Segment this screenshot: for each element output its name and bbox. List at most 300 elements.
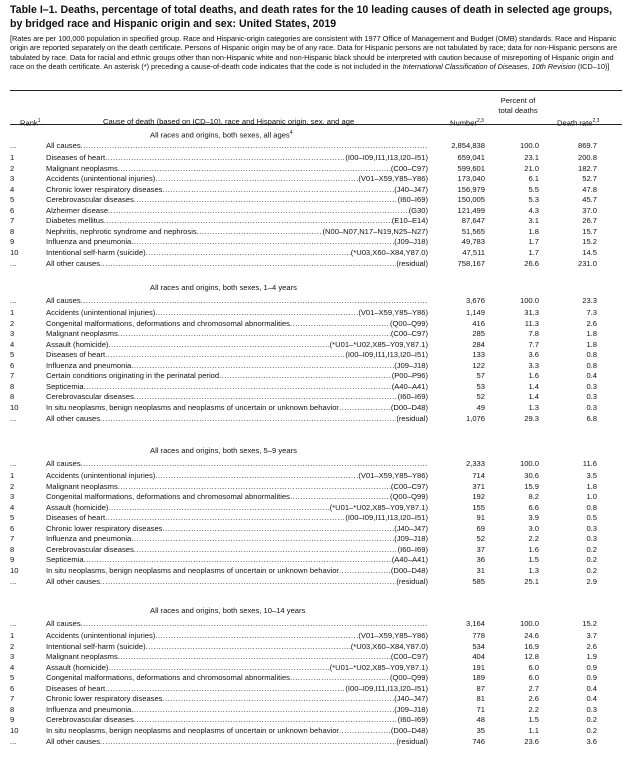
number-cell: 416 bbox=[472, 318, 485, 328]
cause-name: Intentional self-harm (suicide) bbox=[46, 248, 146, 257]
header-bottom-rule bbox=[10, 124, 622, 125]
icd-code: (J40–J47) bbox=[394, 523, 428, 533]
rank-cell: 7 bbox=[10, 371, 15, 381]
cause-cell bbox=[46, 534, 428, 545]
death-rate-cell: 869.7 bbox=[577, 141, 597, 150]
dot-leader bbox=[134, 715, 398, 726]
icd-code: (C00–C97) bbox=[390, 329, 428, 339]
rank-cell: 7 bbox=[10, 694, 15, 704]
percent-cell: 4.3 bbox=[528, 205, 539, 215]
number-cell: 47,511 bbox=[462, 248, 485, 257]
cause-name: Congenital malformations, deformations and chromosomal abnormalities bbox=[46, 318, 290, 328]
table-row bbox=[0, 663, 629, 674]
table-row bbox=[0, 482, 629, 493]
icd-code: (residual) bbox=[396, 576, 428, 586]
death-rate-cell: 14.5 bbox=[582, 248, 597, 257]
rate-label: Death rate bbox=[557, 118, 593, 128]
cause-name: All causes bbox=[46, 619, 81, 628]
cause-name: Alzheimer disease bbox=[46, 205, 109, 215]
rank-cell: 4 bbox=[10, 339, 15, 349]
number-cell: 48 bbox=[476, 715, 485, 725]
rank-cell: 3 bbox=[10, 174, 15, 184]
cause-name: Malignant neoplasms bbox=[46, 652, 118, 662]
icd-code: (D00–D48) bbox=[390, 726, 428, 735]
rank-cell: 9 bbox=[10, 715, 15, 725]
icd-code: (I00–I09,I11,I13,I20–I51) bbox=[345, 153, 428, 163]
cause-name: Diabetes mellitus bbox=[46, 216, 104, 226]
number-cell: 599,601 bbox=[457, 163, 485, 173]
headnote-text: [Rates are per 100,000 population in specified group. Race and Hispanic-origin categories are consistent with 1977 Office of Management and Budget (OMB) standards. Race and Hispanic origin are reported separately on the death certificate. Persons of Hispanic origin may be of any race. Data for Hispanic persons are not tabulated by race; data for non-Hispanic persons are tabulated by race. Data for racial and ethnic groups other than non-Hispanic white and non-Hispanic black should be interpreted with caution because of misreporting of Hispanic origin and race on the death certificate. An asterisk (*) preceding a cause-of-death code indicates that the code is not included in the bbox=[10, 34, 618, 72]
percent-cell: 1.4 bbox=[528, 381, 539, 391]
percent-cell: 1.3 bbox=[528, 403, 539, 412]
death-rate-cell: 3.5 bbox=[586, 471, 597, 481]
dot-leader bbox=[219, 371, 392, 382]
percent-cell: 2.2 bbox=[528, 534, 539, 544]
dot-leader bbox=[134, 545, 398, 556]
dot-leader bbox=[197, 227, 323, 238]
rank-cell: ... bbox=[10, 459, 17, 468]
cause-cell bbox=[46, 566, 428, 577]
death-rate-cell: 0.8 bbox=[586, 350, 597, 360]
cause-name: Assault (homicide) bbox=[46, 662, 109, 672]
group-title-text: All races and origins, both sexes, all ages bbox=[150, 130, 290, 140]
cause-cell bbox=[46, 482, 428, 493]
percent-cell: 8.2 bbox=[528, 492, 539, 502]
cause-cell bbox=[46, 296, 428, 307]
cause-cell bbox=[46, 619, 428, 630]
table-row-total bbox=[0, 296, 629, 307]
icd-code: (C00–C97) bbox=[390, 652, 428, 662]
percent-cell: 29.3 bbox=[524, 413, 539, 423]
group-title bbox=[150, 283, 297, 293]
cause-cell bbox=[46, 227, 428, 238]
cause-name: Cerebrovascular diseases bbox=[46, 715, 134, 725]
icd-code: (residual) bbox=[396, 258, 428, 268]
icd-code: (I60–I69) bbox=[397, 715, 428, 725]
cause-name: Accidents (unintentional injuries) bbox=[46, 471, 156, 481]
cause-cell bbox=[46, 216, 428, 227]
table-row bbox=[0, 545, 629, 556]
dot-leader bbox=[146, 642, 351, 653]
table-row bbox=[0, 153, 629, 164]
cause-name: Accidents (unintentional injuries) bbox=[46, 308, 156, 318]
icd-code: (residual) bbox=[396, 413, 428, 423]
group-title-text: All races and origins, both sexes, 1–4 years bbox=[150, 283, 297, 292]
death-rate-cell: 52.7 bbox=[582, 174, 597, 184]
rank-cell: 8 bbox=[10, 381, 15, 391]
column-header-number bbox=[450, 117, 484, 128]
dot-leader bbox=[131, 705, 394, 716]
percent-cell: 23.6 bbox=[524, 736, 539, 746]
dot-leader bbox=[162, 185, 394, 196]
icd-code: (J09–J18) bbox=[394, 534, 428, 544]
death-rate-cell: 0.2 bbox=[586, 715, 597, 725]
rank-cell: 4 bbox=[10, 502, 15, 512]
dot-leader bbox=[81, 141, 428, 152]
number-cell: 150,005 bbox=[457, 195, 485, 205]
table-row bbox=[0, 350, 629, 361]
cause-cell bbox=[46, 392, 428, 403]
death-rate-cell: 1.0 bbox=[586, 492, 597, 502]
table-headnote bbox=[10, 34, 620, 72]
cause-name: Accidents (unintentional injuries) bbox=[46, 631, 156, 641]
rank-cell: ... bbox=[10, 413, 17, 423]
number-cell: 36 bbox=[476, 555, 485, 565]
percent-cell: 1.7 bbox=[528, 237, 539, 247]
number-cell: 1,149 bbox=[465, 308, 485, 318]
cause-name: Malignant neoplasms bbox=[46, 329, 118, 339]
icd-code: (Q00–Q99) bbox=[390, 673, 428, 683]
cause-name: All causes bbox=[46, 296, 81, 305]
number-cell: 87 bbox=[476, 683, 485, 693]
percent-cell: 12.8 bbox=[524, 652, 539, 662]
percent-cell: 3.1 bbox=[528, 216, 539, 226]
table-row bbox=[0, 237, 629, 248]
dot-leader bbox=[134, 392, 398, 403]
rate-footnote-ref: 2,3 bbox=[592, 118, 600, 124]
dot-leader bbox=[146, 248, 351, 259]
cause-name: All causes bbox=[46, 459, 81, 468]
cause-name: All causes bbox=[46, 141, 81, 150]
cause-name: Cerebrovascular diseases bbox=[46, 195, 134, 205]
death-rate-cell: 0.2 bbox=[586, 566, 597, 575]
number-cell: 2,854,838 bbox=[451, 141, 485, 150]
death-rate-cell: 23.3 bbox=[582, 296, 597, 305]
dot-leader bbox=[81, 296, 428, 307]
number-cell: 49 bbox=[476, 403, 485, 412]
percent-cell: 25.1 bbox=[524, 576, 539, 586]
percent-cell: 7.7 bbox=[528, 339, 539, 349]
table-title: Table I–1. Deaths, percentage of total deaths, and death rates for the 10 leading causes of death in selected age groups, by bridged race and Hispanic origin and sex: United States, 2019 bbox=[10, 4, 613, 30]
icd-code: (J09–J18) bbox=[394, 360, 428, 370]
percent-cell: 31.3 bbox=[524, 308, 539, 318]
rank-cell: 3 bbox=[10, 492, 15, 502]
table-row bbox=[0, 694, 629, 705]
cause-name: Assault (homicide) bbox=[46, 339, 109, 349]
dot-leader bbox=[108, 503, 329, 514]
column-header-rank bbox=[20, 117, 41, 128]
column-header-cause: Cause of death (based on ICD–10), race and Hispanic origin, sex, and age bbox=[103, 117, 355, 126]
icd-code: (*U03,X60–X84,Y87.0) bbox=[350, 248, 428, 257]
icd-code: (V01–X59,Y85–Y86) bbox=[358, 471, 428, 481]
percent-cell: 1.8 bbox=[528, 226, 539, 236]
icd-code: (Q00–Q99) bbox=[390, 318, 428, 328]
number-cell: 156,979 bbox=[457, 184, 485, 194]
dot-leader bbox=[105, 153, 345, 164]
rank-cell: 1 bbox=[10, 308, 15, 318]
cause-name: Cerebrovascular diseases bbox=[46, 392, 134, 402]
dot-leader bbox=[118, 482, 391, 493]
column-header-percent bbox=[488, 96, 548, 115]
cause-cell bbox=[46, 492, 428, 503]
percent-cell: 1.6 bbox=[528, 544, 539, 554]
dot-leader bbox=[84, 555, 392, 566]
dot-leader bbox=[84, 382, 392, 393]
cause-cell bbox=[46, 174, 428, 185]
cause-cell bbox=[46, 371, 428, 382]
cause-cell bbox=[46, 340, 428, 351]
death-rate-cell: 45.7 bbox=[582, 195, 597, 205]
table-row bbox=[0, 642, 629, 653]
cause-cell bbox=[46, 195, 428, 206]
death-rate-cell: 2.6 bbox=[586, 641, 597, 651]
icd-code: (V01–X59,Y85–Y86) bbox=[358, 631, 428, 641]
table-row bbox=[0, 534, 629, 545]
death-rate-cell: 182.7 bbox=[577, 163, 597, 173]
cause-name: Influenza and pneumonia bbox=[46, 360, 132, 370]
dot-leader bbox=[105, 513, 345, 524]
rank-cell: 5 bbox=[10, 513, 15, 523]
rank-cell: 9 bbox=[10, 237, 15, 247]
icd-code: (J40–J47) bbox=[394, 694, 428, 704]
death-rate-cell: 0.2 bbox=[586, 726, 597, 735]
icd-code: (N00–N07,N17–N19,N25–N27) bbox=[322, 226, 428, 236]
rank-cell: 2 bbox=[10, 641, 15, 651]
percent-cell: 16.9 bbox=[524, 641, 539, 651]
cause-cell bbox=[46, 652, 428, 663]
death-rate-cell: 0.4 bbox=[586, 371, 597, 381]
death-rate-cell: 1.8 bbox=[586, 481, 597, 491]
cause-cell bbox=[46, 403, 428, 414]
icd-code: (I00–I09,I11,I13,I20–I51) bbox=[345, 513, 428, 523]
cause-name: All other causes bbox=[46, 736, 101, 746]
table-row bbox=[0, 555, 629, 566]
death-rate-cell: 0.2 bbox=[586, 555, 597, 565]
number-cell: 659,041 bbox=[457, 153, 485, 163]
number-cell: 173,040 bbox=[457, 174, 485, 184]
table-row bbox=[0, 684, 629, 695]
percent-cell: 11.3 bbox=[524, 318, 539, 328]
table-row bbox=[0, 308, 629, 319]
table-row-total bbox=[0, 619, 629, 630]
number-cell: 122 bbox=[472, 360, 485, 370]
number-cell: 87,647 bbox=[461, 216, 485, 226]
percent-cell: 1.3 bbox=[528, 566, 539, 575]
death-rate-cell: 0.9 bbox=[586, 662, 597, 672]
death-rate-cell: 0.4 bbox=[586, 694, 597, 704]
table-row bbox=[0, 174, 629, 185]
table-row bbox=[0, 371, 629, 382]
table-row bbox=[0, 195, 629, 206]
cause-cell bbox=[46, 153, 428, 164]
percent-cell: 6.1 bbox=[528, 174, 539, 184]
rank-cell: ... bbox=[10, 736, 17, 746]
rank-cell: 10 bbox=[10, 248, 19, 257]
death-rate-cell: 1.9 bbox=[586, 652, 597, 662]
icd-code: (P00–P96) bbox=[391, 371, 428, 381]
table-row bbox=[0, 503, 629, 514]
rank-cell: 10 bbox=[10, 726, 19, 735]
table-row bbox=[0, 403, 629, 414]
icd-code: (I00–I09,I11,I13,I20–I51) bbox=[345, 350, 428, 360]
icd-code: (*U01–*U02,X85–Y09,Y87.1) bbox=[329, 502, 428, 512]
percent-cell: 100.0 bbox=[519, 619, 539, 628]
rank-cell: 1 bbox=[10, 153, 15, 163]
number-cell: 57 bbox=[476, 371, 485, 381]
cause-cell bbox=[46, 237, 428, 248]
cause-cell bbox=[46, 663, 428, 674]
cause-name: Accidents (unintentional injuries) bbox=[46, 174, 156, 184]
cause-cell bbox=[46, 414, 428, 425]
number-cell: 714 bbox=[472, 471, 485, 481]
cause-name: Intentional self-harm (suicide) bbox=[46, 641, 146, 651]
icd-code: (C00–C97) bbox=[390, 163, 428, 173]
number-cell: 585 bbox=[472, 576, 485, 586]
percent-cell: 1.7 bbox=[528, 248, 539, 257]
icd-code: (Q00–Q99) bbox=[390, 492, 428, 502]
percent-cell: 6.0 bbox=[528, 673, 539, 683]
table-row bbox=[0, 259, 629, 270]
number-label: Number bbox=[450, 118, 478, 128]
death-rate-cell: 11.6 bbox=[582, 459, 597, 468]
dot-leader bbox=[339, 726, 391, 737]
rank-cell: 2 bbox=[10, 163, 15, 173]
table-row bbox=[0, 673, 629, 684]
cause-name: Malignant neoplasms bbox=[46, 481, 118, 491]
percent-cell: 26.6 bbox=[524, 258, 539, 268]
cause-name: In situ neoplasms, benign neoplasms and neoplasms of uncertain or unknown behavior bbox=[46, 403, 339, 412]
cause-name: Diseases of heart bbox=[46, 153, 106, 163]
number-cell: 133 bbox=[472, 350, 485, 360]
cause-cell bbox=[46, 715, 428, 726]
cause-name: Malignant neoplasms bbox=[46, 163, 118, 173]
icd-code: (residual) bbox=[396, 736, 428, 746]
number-cell: 121,499 bbox=[457, 205, 485, 215]
rank-cell: 6 bbox=[10, 523, 15, 533]
icd-code: (I60–I69) bbox=[397, 392, 428, 402]
death-rate-cell: 7.3 bbox=[586, 308, 597, 318]
table-row bbox=[0, 414, 629, 425]
dot-leader bbox=[290, 492, 390, 503]
table-row bbox=[0, 248, 629, 259]
table-row bbox=[0, 631, 629, 642]
cause-cell bbox=[46, 524, 428, 535]
death-rate-cell: 37.0 bbox=[582, 205, 597, 215]
table-row bbox=[0, 471, 629, 482]
icd-code: (I60–I69) bbox=[397, 544, 428, 554]
cause-name: All other causes bbox=[46, 576, 101, 586]
dot-leader bbox=[339, 566, 391, 577]
rank-cell: 3 bbox=[10, 329, 15, 339]
number-cell: 49,783 bbox=[461, 237, 485, 247]
table-row-total bbox=[0, 141, 629, 152]
dot-leader bbox=[108, 340, 329, 351]
icd-code: (G30) bbox=[408, 205, 428, 215]
number-footnote-ref: 2,3 bbox=[477, 118, 484, 124]
rank-cell: 2 bbox=[10, 318, 15, 328]
rank-cell: 9 bbox=[10, 555, 15, 565]
percent-cell: 1.4 bbox=[528, 392, 539, 402]
table-row bbox=[0, 652, 629, 663]
death-rate-cell: 47.8 bbox=[582, 184, 597, 194]
group-title-text: All races and origins, both sexes, 5–9 years bbox=[150, 446, 297, 455]
rank-cell: ... bbox=[10, 258, 17, 268]
icd-code: (J09–J18) bbox=[394, 237, 428, 247]
rank-cell: 4 bbox=[10, 184, 15, 194]
dot-leader bbox=[100, 577, 396, 588]
cause-name: Diseases of heart bbox=[46, 683, 106, 693]
dot-leader bbox=[134, 195, 398, 206]
cause-name: Certain conditions originating in the perinatal period bbox=[46, 371, 220, 381]
cause-cell bbox=[46, 577, 428, 588]
death-rate-cell: 15.2 bbox=[582, 237, 597, 247]
cause-name: Congenital malformations, deformations and chromosomal abnormalities bbox=[46, 492, 290, 502]
cause-cell bbox=[46, 673, 428, 684]
rank-cell: 6 bbox=[10, 683, 15, 693]
cause-cell bbox=[46, 726, 428, 737]
death-rate-cell: 0.3 bbox=[586, 381, 597, 391]
dot-leader bbox=[155, 631, 358, 642]
dot-leader bbox=[131, 237, 394, 248]
death-rate-cell: 0.8 bbox=[586, 360, 597, 370]
rank-cell: 4 bbox=[10, 662, 15, 672]
death-rate-cell: 0.5 bbox=[586, 513, 597, 523]
icd-code: (A40–A41) bbox=[391, 555, 428, 565]
table-row-total bbox=[0, 459, 629, 470]
table-row bbox=[0, 566, 629, 577]
cause-cell bbox=[46, 459, 428, 470]
cause-cell bbox=[46, 471, 428, 482]
percent-cell: 6.6 bbox=[528, 502, 539, 512]
number-cell: 778 bbox=[472, 631, 485, 641]
rank-cell: 8 bbox=[10, 544, 15, 554]
rank-footnote-ref: 1 bbox=[37, 118, 41, 124]
rank-cell: 8 bbox=[10, 392, 15, 402]
number-cell: 1,076 bbox=[465, 413, 485, 423]
number-cell: 91 bbox=[476, 513, 485, 523]
percent-cell: 3.3 bbox=[528, 360, 539, 370]
percent-cell: 100.0 bbox=[519, 459, 539, 468]
table-row bbox=[0, 715, 629, 726]
cause-cell bbox=[46, 694, 428, 705]
number-cell: 71 bbox=[476, 704, 485, 714]
table-row bbox=[0, 227, 629, 238]
percent-cell: 30.6 bbox=[524, 471, 539, 481]
table-row bbox=[0, 705, 629, 716]
death-rate-cell: 15.7 bbox=[582, 226, 597, 236]
percent-cell: 2.6 bbox=[528, 694, 539, 704]
dot-leader bbox=[155, 174, 358, 185]
dot-leader bbox=[162, 694, 394, 705]
cause-cell bbox=[46, 642, 428, 653]
death-rate-cell: 2.9 bbox=[586, 576, 597, 586]
number-cell: 81 bbox=[476, 694, 485, 704]
rank-cell: 3 bbox=[10, 652, 15, 662]
headnote-end: (ICD–10)] bbox=[575, 62, 610, 72]
percent-cell: 5.3 bbox=[528, 195, 539, 205]
dot-leader bbox=[131, 534, 394, 545]
number-cell: 534 bbox=[472, 641, 485, 651]
dot-leader bbox=[105, 684, 345, 695]
rank-cell: 1 bbox=[10, 471, 15, 481]
icd-code: (V01–X59,Y85–Y86) bbox=[358, 174, 428, 184]
header-top-rule bbox=[10, 90, 622, 91]
rank-cell: 5 bbox=[10, 195, 15, 205]
cause-cell bbox=[46, 503, 428, 514]
number-cell: 35 bbox=[476, 726, 485, 735]
death-rate-cell: 231.0 bbox=[577, 258, 597, 268]
death-rate-cell: 0.8 bbox=[586, 502, 597, 512]
table-row bbox=[0, 319, 629, 330]
cause-name: Chronic lower respiratory diseases bbox=[46, 184, 163, 194]
dot-leader bbox=[105, 350, 345, 361]
death-rate-cell: 0.4 bbox=[586, 683, 597, 693]
table-row bbox=[0, 513, 629, 524]
rank-cell: ... bbox=[10, 296, 17, 305]
cause-name: Nephritis, nephrotic syndrome and nephrosis bbox=[46, 226, 197, 236]
table-row bbox=[0, 340, 629, 351]
number-cell: 69 bbox=[476, 523, 485, 533]
